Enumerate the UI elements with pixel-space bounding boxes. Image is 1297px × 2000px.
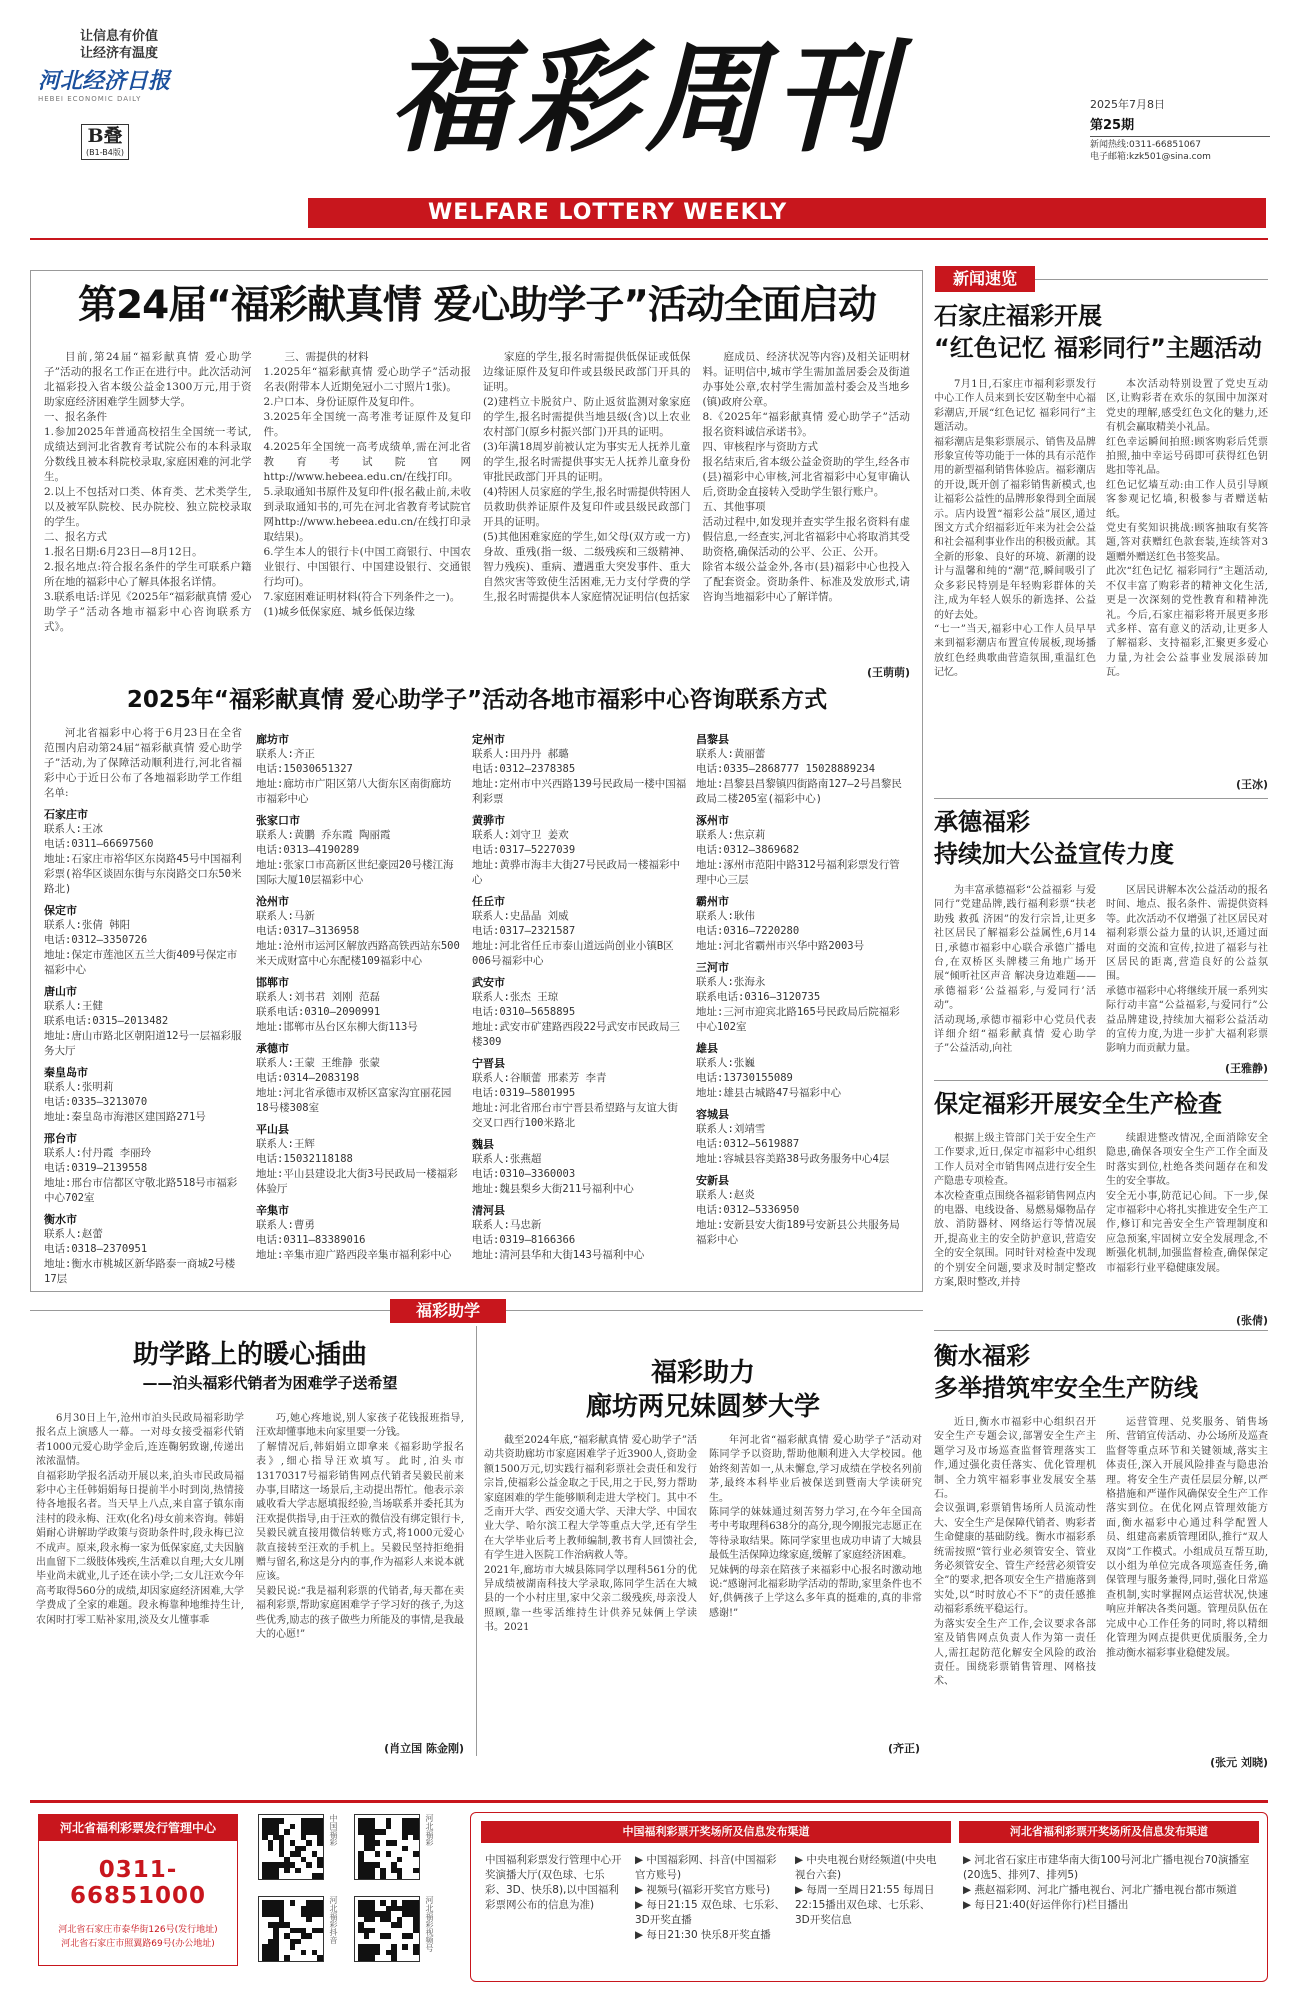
news-3-col-2: 续跟进整改情况,全面消除安全隐患,确保各项安全生产工作全面及时落实到位,杜绝各类问题存在和发生的安全事故。 安全无小事,防范记心间。下一步,保定市福彩中心将扎实推进安全生产工作,修订和完善安全生产管理制度和应急预案,牢固树立安全发展理念,不断强化机制,加强监督检查,确保保定市福彩行业平稳健康发展。 [1106,1133,1268,1274]
contact-city-info: 联系人:马新 电话:0317—3136958 地址:沧州市运河区解放西路高铁西站东500米天成财富中心东配楼109福彩中心 [256,910,460,967]
news-2 [934,806,1268,1094]
footer-addr-1: 河北省石家庄市泰华街126号(发行地址) [58,1925,218,1935]
news-tag: 新闻速览 [935,266,1035,292]
study-tag: 福彩助学 [390,1299,506,1323]
contact-city-name: 张家口市 [256,814,300,827]
channels-list-4 [963,1853,1259,1913]
news-3-col-1: 根据上级主管部门关于安全生产工作要求,近日,保定市福彩中心组织工作人员对全市销售网点进行安全生产隐患专项检查。 本次检查重点围绕各福彩销售网点内的电器、电线设备、易燃易爆物品存放、消防器材、网络运行等情况展开,提高业主的安全防护意识,营造安全的安全氛围。同时针对检查中发现的个别安全问题,要求及时制定整改方案,限时整改,并持 [934,1133,1096,1289]
contact-city [472,813,687,888]
contact-city-name: 武安市 [472,976,505,989]
news-4-byline: (张元 刘晓) [1210,1756,1268,1769]
study-1-col-1: 6月30日上午,沧州市泊头民政局福彩助学报名点上演感人一幕。一对母女接受福彩代销者1000元爱心助学金后,连连鞠躬致谢,传递出浓浓温情。 自福彩助学报名活动开展以来,泊头市民政局福彩中心主任韩娟娟每日提前半小时到岗,热情接待各地报名者。当天早上八点,来自富子镇东南洼村的段永梅、汪欢(化名)母女前来咨询。韩娟娟耐心讲解助学政策与资助条件时,段永梅已泣不成声。原来,段永梅一家为低保家庭,丈夫因脑出血留下二级肢体残疾,生活难以自理;大女儿刚毕业尚未就业,儿子还在读小学;二女儿汪欢今年高考取得560分的成绩,却因家庭经济困难,大学学费成了全家的难题。段永梅靠种地维持生计,农闲时打零工贴补家用,淡及女儿懂事乖 [36,1413,244,1626]
contact-city-info: 联系人:黄鹏 乔东霞 陶丽霞 电话:0313—4190289 地址:张家口市高新区世纪豪园20号楼江海国际大厦10层福彩中心 [256,829,454,886]
qr-code-icon [258,1896,324,1962]
contact-city [472,975,687,1050]
footer-center-box [38,1814,238,1966]
contact-city [44,1212,242,1287]
contact-city [44,903,242,978]
study-1-col-2: 巧,她心疼地说,别人家孩子花钱报班指导,汪欢却懂事地未向家里要一分钱。 了解情况后,韩娟娟立即拿来《福彩助学报名表》,细心指导汪欢填写。此时,泊头市13170317号福彩销售网点代销者吴毅民前来办事,目睹这一场景后,主动提出帮忙。他表示亲戚收看大学志愿填报经验,当场联系并委托其为汪欢提供指导,由于汪欢的微信没有绑定银行卡,吴毅民就直接用微信转账方式,将1000元爱心款直接转至汪欢的手机上。吴毅民坚持拒绝捐赠与留名,称这是分内的事,作为福彩人来说本就应该。 吴毅民说:“我是福利彩票的代销者,每天都在卖福利彩票,帮助家庭困难学子学习好的孩子,为这些优秀,励志的孩子做些力所能及的事情,是我最大的心愿!” [256,1413,464,1641]
contact-city [256,894,461,969]
news-2-title1: 承德福彩 [934,808,1030,836]
main-headline: 第24届“福彩献真情 爱心助学子”活动全面启动 [77,283,877,328]
news-1-col-2: 本次活动特别设置了党史互动区,让购彩者在欢乐的氛围中加深对党史的理解,感受红色文化的魅力,还有机会赢取精美小礼品。 红色幸运瞬间拍照:顾客购彩后凭票拍照,抽中幸运号码即可获得红色钥匙扣等礼品。 红色记忆墙互动:由工作人员引导顾客参观记忆墙,积极参与者赠送帖纸。 党史有奖知识挑战:顾客抽取有奖答题,答对获赠红色款套装,连续答对3题赠外赠送红色书签奖品。 此次“红色记忆 福彩同行”主题活动,不仅丰富了购彩者的精神文化生活,更是一次深刻的党性教育和精神洗礼。今后,石家庄福彩将开展更多形式多样、富有意义的活动,让更多人了解福彩、支持福彩,汇聚更多爱心力量,为社会公益事业发展添砖加瓦。 [1106,379,1268,679]
footer-addr-2: 河北省石家庄市照翼路69号(办公地址) [61,1939,215,1949]
channels-list-3 [795,1853,945,1928]
title-en-bar [308,198,1266,228]
contact-city [256,1203,461,1263]
contact-city-info: 联系人:焦京莉 电话:0312—3869682 地址:涿州市范阳中路312号福利彩票发行管理中心三层 [696,829,900,886]
news-2-col-1: 为丰富承德福彩“公益福彩 与爱同行”党建品牌,践行福利彩票“扶老 助残 救孤 济困”的发行宗旨,让更多社区居民了解福彩公益属性,6月14日,承德市福彩中心联合承德广播电台,在双桥区头牌楼三角地广场开展“倾听社区声音 解决身边难题——承德福彩‘公益福彩,与爱同行’活动”。 活动现场,承德市福彩中心党员代表详细介绍“福彩献真情 爱心助学子”公益活动,向社 [934,885,1096,1055]
news-4-col-1: 近日,衡水市福彩中心组织召开安全生产专题会议,部署安全生产主题学习及市场巡查监督管理落实工作,通过强化责任落实、优化管理机制、全力筑牢福彩事业发展安全基石。 会议强调,彩票销售场所人员流动性大、安全生产是保障代销者、购彩者生命健康的基础防线。衡水市福彩系统需按照“管行业必须管安全、管业务必须管安全、管生产经营必须管安全”的要求,把各项安全生产措施落到实处,以“时时放心不下”的责任感推动福彩系统平稳运行。 为落实安全生产工作,会议要求各部室及销售网点负责人作为第一责任人,需扛起防范化解安全风险的政治责任。围绕彩票销售管理、网格技术、 [934,1417,1096,1688]
contact-city [472,894,687,969]
section-label: B叠 [87,125,123,147]
contact-city [44,1131,242,1206]
contact-city-name: 霸州市 [696,895,729,908]
qr-label: 河北福彩视频号 [425,1896,434,1952]
contact-city-name: 秦皇岛市 [44,1066,88,1079]
contact-city [256,1041,461,1116]
contacts-col-3 [472,726,687,1263]
contact-city-name: 沧州市 [256,895,289,908]
contact-city-name: 清河县 [472,1204,505,1217]
channel-item: ▶ 中央电视台财经频道(中央电视台六套) [795,1854,937,1881]
contact-city-info: 联系人:田丹丹 郝璐 电话:0312—2378385 地址:定州市中兴西路139号民政局一楼中国福利彩票 [472,748,687,805]
news-3-byline: (张倩) [1235,1314,1268,1327]
contacts-body [44,726,910,1286]
news-4-title1: 衡水福彩 [934,1342,1030,1370]
channel-item: ▶ 每日21:40(好运伴你行)栏目播出 [963,1899,1129,1911]
channel-item: ▶ 每日21:30 快乐8开奖直播 [635,1929,771,1941]
slogan-1: 让信息有价值 [80,29,159,44]
contact-city-info: 联系人:刘书君 刘刚 范磊 联系电话:0310—2090991 地址:邯郸市丛台区东柳大街113号 [256,991,418,1033]
main-byline: (王萌萌) [866,666,910,679]
contact-city [696,960,910,1035]
contacts-col-1 [44,726,242,1287]
news-2-title2: 持续加大公益宣传力度 [934,840,1174,868]
news-1-col-1: 7月1日,石家庄市福利彩票发行中心工作人员来到长安区勒奎中心福彩潮店,开展“红色记忆 福彩同行”主题活动。 福彩潮店是集彩票展示、销售及品牌形象宣传等功能于一体的具有示范作用的新型福利销售体验店。福彩潮店的开设,既开创了福彩销售新模式,也让福彩公益性的品牌形象得到全面展示。店内设置“福彩公益”展区,通过图文方式介绍福彩近年来为社会公益和社会福利事业作出的积极贡献。其全新的形象、良好的环境、新潮的设计与温馨和纯的“潮”范,瞬间吸引了众多彩民特别是年轻购彩群体的关注,成为年轻人娱乐的新选择、公益的好去处。 “七一”当天,福彩中心工作人员早早来到福彩潮店布置宣传展板,现场播放红色经典歌曲营造氛围,重温红色记忆。 [934,379,1096,679]
contact-city-name: 唐山市 [44,985,77,998]
channel-item: ▶ 河北省石家庄市建华南大街100号河北广播电视台70演播室(20选5、排列7、排列5) [963,1854,1250,1881]
news-4-col-2: 运营管理、兑奖服务、销售场所、营销宣传活动、办公场所及巡查监督等重点环节和关键领域,落实主体责任,深入开展风险排查与隐患治理。将安全生产责任层层分解,以严格措施和严谨作风确保安全生产工作落实到位。在优化网点管理效能方面,衡水福彩中心通过科学配置人员、组建高素质管理团队,推行“双人双岗”工作模式。小组成员互帮互助,以小组为单位完成各项巡查任务,确保管理与服务兼得,同时,强化日常巡查机制,实时掌握网点运营状况,快速响应并解决各类问题。管理员队伍在完成中心工作任务的同时,将以精细化管理为网点提供更优质服务,全力推动衡水福彩事业稳健发展。 [1106,1417,1268,1659]
contact-city-name: 平山县 [256,1123,289,1136]
study-1-byline: (肖立国 陈金刚) [384,1742,464,1755]
contact-city-info: 联系人:赵炎 电话:0312—5336950 地址:安新县安大街189号安新县公共服务局福彩中心 [696,1189,900,1246]
contacts-col-2 [256,726,461,1263]
contact-city [44,984,242,1059]
title-en: WELFARE LOTTERY WEEKLY [428,200,788,225]
contact-city-name: 石家庄市 [44,808,88,821]
news-3 [934,1086,1268,1332]
study-2-byline: (齐正) [887,1742,920,1755]
contact-city [472,1203,687,1263]
contact-city-info: 联系人:史晶晶 刘威 电话:0317—2321587 地址:河北省任丘市泰山道远尚创业小镇B区006号福彩中心 [472,910,674,967]
contact-city-info: 联系人:耿伟 电话:0316—7220280 地址:河北省霸州市兴华中路2003号 [696,910,865,952]
contact-city [44,1065,242,1125]
hotline: 新闻热线:0311-66851067 [1090,140,1201,150]
contact-city-name: 保定市 [44,904,77,917]
contact-city-name: 涿州市 [696,814,729,827]
contacts-headline: 2025年“福彩献真情 爱心助学子”活动各地市福彩中心咨询联系方式 [126,687,828,713]
qr-code-icon [354,1896,420,1962]
main-col-1: 目前,第24届“福彩献真情 爱心助学子”活动的报名工作正在进行中。此次活动河北福彩投入省本级公益金1300万元,用于资助家庭经济困难学生圆梦大学。 一、报名条件 1.参加2025年普通高校招生全国统一考试,成绩达到河北省教育考试院公布的本科录取分数线且被本科院校录取,家庭困难的河北学生。 2.以上不包括对口类、体育类、艺术类学生,以及被军队院校、民办院校、独立院校录取的学生。 二、报名方式 1.报名日期:6月23日—8月12日。 2.报名地点:符合报名条件的学生可联系户籍所在地的福彩中心了解具体报名详情。 3.联系电话:详见《2025年“福彩献真情 爱心助学子”活动各地市福彩中心咨询联系方式》。 [44,351,252,633]
contact-city-info: 联系人:谷顺蕾 邢素芳 李青 电话:0319—5801995 地址:河北省邢台市宁晋县希望路与友谊大街交叉口西行100米路北 [472,1072,678,1129]
study-2-col-2: 年河北省“福彩献真情 爱心助学子”活动对陈同学予以资助,帮助他顺利进入大学校园。他始终刻苦如一,从未懈怠,学习成绩在学校名列前茅,最终本科毕业后被保送到暨南大学读研究生。 陈同学的妹妹通过刻苦努力学习,在今年全国高考中考取理科638分的高分,现今刚报完志愿正在等待录取结果。陈同学家里也成功申请了大城县最低生活保障边缘家庭,缓解了家庭经济困难。 兄妹俩的母亲在陪孩子来福彩中心报名时激动地说:“感谢河北福彩助学活动的帮助,家里条件也不好,供俩孩子上学这么多年真的挺难的,真的非常感谢!” [709,1435,922,1619]
contact-city [256,1122,461,1197]
contact-city-name: 辛集市 [256,1204,289,1217]
channels-china-header: 中国福利彩票开奖场所及信息发布渠道 [481,1821,951,1843]
contact-city [256,975,461,1035]
contact-city [44,807,242,897]
contact-city-info: 联系人:王冰 电话:0311—66697560 地址:石家庄市裕华区东岗路45号中国福利彩票(裕华区谈固东街与东岗路交口东50米路北) [44,823,242,895]
contact-city [256,813,461,888]
news-1-byline: (王冰) [1235,778,1268,791]
section-range: (B1-B4版) [86,148,124,157]
contact-city-info: 联系人:张倩 韩阳 电话:0312—3350726 地址:保定市莲池区五兰大街409号保定市福彩中心 [44,919,238,976]
qr-code-icon [258,1814,324,1880]
study-2-title: 福彩助力 [650,1358,755,1388]
contact-city-info: 联系人:马忠新 电话:0319—8166366 地址:清河县华和大街143号福利中心 [472,1219,645,1261]
channel-item: ▶ 视频号(福彩开奖官方账号) [635,1884,771,1896]
news-tag-rule [1035,279,1268,280]
news-4-title2: 多举措筑牢安全生产防线 [934,1374,1198,1402]
contact-city-info: 联系人:张明莉 电话:0335—3213070 地址:秦皇岛市海港区建国路271号 [44,1081,206,1123]
contact-city-info: 联系人:王健 联系电话:0315—2013482 地址:唐山市路北区朝阳道12号一层福彩服务大厅 [44,1000,242,1057]
contact-city-name: 定州市 [472,733,505,746]
qr-label: 中国福彩 [329,1814,338,1846]
study-2-col-1: 截至2024年底,“福彩献真情 爱心助学子”活动共资助廊坊市家庭困难学子近3900人,资助金额1500万元,切实践行福利彩票社会责任和发行宗旨,使福彩公益金取之于民,用之于民,努力帮助家庭困难的学生能够顺利走进大学校门。其中不乏南开大学、西安交通大学、天津大学、中国农业大学、哈尔滨工程大学等重点大学,还有学生在大学毕业后考上教师编制,教书育人回馈社会,有学生进入医院工作治病救人等。 2021年,廊坊市大城县陈同学以理科561分的优异成绩被湖南科技大学录取,陈同学生活在大城县的一个小村庄里,家中父亲二级残疾,母亲没人照顾,靠一些零活维持生计供养兄妹俩上学读书。2021 [484,1435,697,1634]
contact-city-info: 联系人:王辉 电话:15032118188 地址:平山县建设北大街3号民政局一楼福彩体验厅 [256,1138,458,1195]
study-1-title: 助学路上的暖心插曲 [132,1340,367,1370]
section-badge [81,124,129,160]
contact-city [472,1137,687,1197]
contact-city-info: 联系人:黄丽蕾 电话:0335—2868777 15028889234 地址:昌黎县昌黎镇四街路南127—2号昌黎民政局二楼205室(福彩中心) [696,748,902,805]
news-1 [934,300,1268,798]
contact-city-info: 联系人:付丹霞 李丽玲 电话:0319—2139558 地址:邢台市信都区守敬北路518号市福彩中心702室 [44,1147,238,1204]
qr-label: 河北福彩抖音 [329,1896,338,1944]
contact-city-name: 宁晋县 [472,1057,505,1070]
contact-city [696,1107,910,1167]
slogan-2: 让经济有温度 [80,46,159,61]
contact-city [472,732,687,807]
channels-box [470,1812,1268,1982]
contact-city-info: 联系人:王蒙 王维静 张蒙 电话:0314—2083198 地址:河北省承德市双桥区富家沟宜丽花园18号楼308室 [256,1057,452,1114]
footer-phone: 0311-66851000 [69,1857,207,1909]
study-1 [30,1330,470,1752]
news-2-byline: (王雅静) [1224,1062,1268,1075]
contact-city-name: 雄县 [696,1042,718,1055]
masthead-left [38,28,171,103]
contact-city-name: 衡水市 [44,1213,77,1226]
issue-date: 2025年7月8日 [1090,98,1165,111]
contact-city-info: 联系人:张杰 王琼 电话:0310—5658895 地址:武安市矿建路西段22号武安市民政局三楼309 [472,991,680,1048]
contact-city-info: 联系人:赵蕾 电话:0318—2370951 地址:衡水市桃城区新华路泰一商城2号楼17层 [44,1228,236,1285]
contact-city-name: 邢台市 [44,1132,77,1145]
contact-city-name: 任丘市 [472,895,505,908]
contact-city-info: 联系人:张巍 电话:13730155089 地址:雄县古城路47号福彩中心 [696,1057,841,1099]
contacts-intro: 河北省福彩中心将于6月23日在全省范围内启动第24届“福彩献真情 爱心助学子”活动,为了保障活动顺利进行,河北省福彩中心于近日公布了各地福彩助学工作组名单: [44,727,242,799]
contact-city-name: 承德市 [256,1042,289,1055]
masthead-rule [30,238,1268,240]
channel-item: ▶ 中国福彩网、抖音(中国福彩官方账号) [635,1854,777,1881]
contact-city [256,732,461,807]
paper-name-logo: 河北经济日报 [38,68,171,94]
masthead-title: 福彩周刊 [389,30,901,169]
study-2-title2: 廊坊两兄妹圆梦大学 [585,1392,820,1422]
contact-city [696,1041,910,1101]
channels-hebei-header: 河北省福利彩票开奖场所及信息发布渠道 [959,1821,1259,1843]
news-1-title2: “红色记忆 福彩同行”主题活动 [934,334,1262,362]
paper-name-en: HEBEI ECONOMIC DAILY [38,95,142,103]
study-2 [484,1330,922,1750]
contact-city [696,1173,910,1248]
qr-label: 河北福彩 [425,1814,434,1846]
contact-city-info: 联系人:刘靖雪 电话:0312—5619887 地址:容城县容美路38号政务服务中心4层 [696,1123,890,1165]
channels-list-2 [635,1853,785,1943]
footer-center-name: 河北省福利彩票发行管理中心 [39,1815,237,1841]
channel-item: 中国福利彩票发行管理中心开奖演播大厅(双色球、七乐彩、3D、快乐8),以中国福利彩票网公布的信息为准) [485,1854,622,1911]
channels-list-1 [485,1853,625,1913]
study-1-subtitle: ——泊头福彩代销者为困难学子送希望 [142,1374,398,1392]
contact-city-name: 容城县 [696,1108,729,1121]
contact-city-info: 联系人:张海永 联系电话:0316—3120735 地址:三河市迎宾北路165号民政局后院福彩中心102室 [696,976,900,1033]
contact-city-name: 黄骅市 [472,814,505,827]
main-col-2: 三、需提供的材料 1.2025年“福彩献真情 爱心助学子”活动报名表(附带本人近期免冠小二寸照片1张)。 2.户口本、身份证原件及复印件。 3.2025年全国统一高考准考证原件及复印件。 4.2025年全国统一高考成绩单,需在河北省教育考试院官网http://www.hebeea.edu.cn/在线打印。 5.录取通知书原件及复印件(报名截止前,未收到录取通知书的,可先在河北省教育考试院官网http://www.hebeea.edu.cn/在线打印录取结果)。 6.学生本人的银行卡(中国工商银行、中国农业银行、中国银行、中国建设银行、交通银行均可)。 7.家庭困难证明材料(符合下列条件之一)。 (1)城乡低保家庭、城乡低保边缘 [263,351,471,618]
contact-city-name: 安新县 [696,1174,729,1187]
channel-item: ▶ 每日21:15 双色球、七乐彩、3D开奖直播 [635,1899,786,1926]
contact-city-info: 联系人:刘守卫 姜欢 电话:0317—5227039 地址:黄骅市海丰大街27号民政局一楼福彩中心 [472,829,680,886]
main-col-4: 庭成员、经济状况等内容)及相关证明材料。证明信中,城市学生需加盖居委会及街道办事处公章,农村学生需加盖村委会及当地乡(镇)政府公章。 8.《2025年“福彩献真情 爱心助学子”活动报名资料诚信承诺书》。 四、审核程序与资助方式 报名结束后,省本级公益金资助的学生,经各市(县)福彩中心审核,河北省福彩中心复审确认后,资助金直接转入受助学生银行账户。 五、其他事项 活动过程中,如发现并查实学生报名资料有虚假信息,一经查实,河北省福彩中心将取消其受助资格,确保活动的公平、公正、公开。 除省本级公益金外,各市(县)福彩中心也投入了配套资金。资助条件、标准及发放形式,请咨询当地福彩中心了解详情。 [702,351,910,603]
news-3-title: 保定福彩开展安全生产检查 [934,1090,1222,1118]
contact-city [696,894,910,954]
news-2-col-2: 区居民讲解本次公益活动的报名时间、地点、报名条件、需提供资料等。此次活动不仅增强了社区居民对福利彩票公益力量的认识,还通过面对面的交流和宣传,拉进了福彩与社区居民的距离,营造良好的公益氛围。 承德市福彩中心将继续开展一系列实际行动丰富“公益福彩,与爱同行”公益品牌建设,持续加大福彩公益活动的宣传力度,为进一步扩大福利彩票影响力而贡献力量。 [1106,885,1268,1055]
qr-block [258,1814,458,1974]
main-body [44,350,910,680]
channel-item: ▶ 燕赵福彩网、河北广播电视台、河北广播电视台都市频道 [963,1884,1237,1896]
contact-city [696,732,910,807]
news-4 [934,1340,1268,1746]
issue-number: 第25期 [1090,118,1135,133]
contact-city-info: 联系人:曹勇 电话:0311—83389016 地址:辛集市迎广路西段辛集市福利彩中心 [256,1219,452,1261]
masthead-right [1090,96,1270,163]
contact-city-info: 联系人:张燕超 电话:0310—3360003 地址:魏县梨乡大街211号福利中心 [472,1153,634,1195]
contact-city-name: 三河市 [696,961,729,974]
contact-city [696,813,910,888]
main-col-3: 家庭的学生,报名时需提供低保证或低保边缘证原件及复印件或县级民政部门开具的证明。 (2)建档立卡脱贫户、防止返贫监测对象家庭的学生,报名时需提供当地县级(含)以上农业农村部门(原乡村振兴部门)开具的证明。 (3)年满18周岁前被认定为事实无人抚养儿童的学生,报名时需提供事实无人抚养儿童身份审批民政部门开具的证明。 (4)特困人员家庭的学生,报名时需提供特困人员救助供养证原件及复印件或县级民政部门开具的证明。 (5)其他困难家庭的学生,如父母(双方或一方)身故、重残(指一级、二级残疾和三级精神、智力残疾)、重病、遭遇重大突发事件、重大自然灾害等致使生活困难,无力支付学费的学生,报名时需提供本人家庭情况证明信(包括家 [483,351,691,603]
email: 电子邮箱:kzk501@sina.com [1090,152,1211,162]
contacts-col-4 [696,726,910,1248]
channel-item: ▶ 每周一至周日21:55 每周日22:15播出双色球、七乐彩、3D开奖信息 [795,1884,935,1926]
contact-city-name: 昌黎县 [696,733,729,746]
contact-city-name: 廊坊市 [256,733,289,746]
contact-city-name: 邯郸市 [256,976,289,989]
qr-code-icon [354,1814,420,1880]
contact-city-name: 魏县 [472,1138,494,1151]
contact-city-info: 联系人:齐正 电话:15030651327 地址:廊坊市广阳区第八大街东区南街廊坊市福彩中心 [256,748,452,805]
news-1-title1: 石家庄福彩开展 [934,302,1102,330]
contact-city [472,1056,687,1131]
